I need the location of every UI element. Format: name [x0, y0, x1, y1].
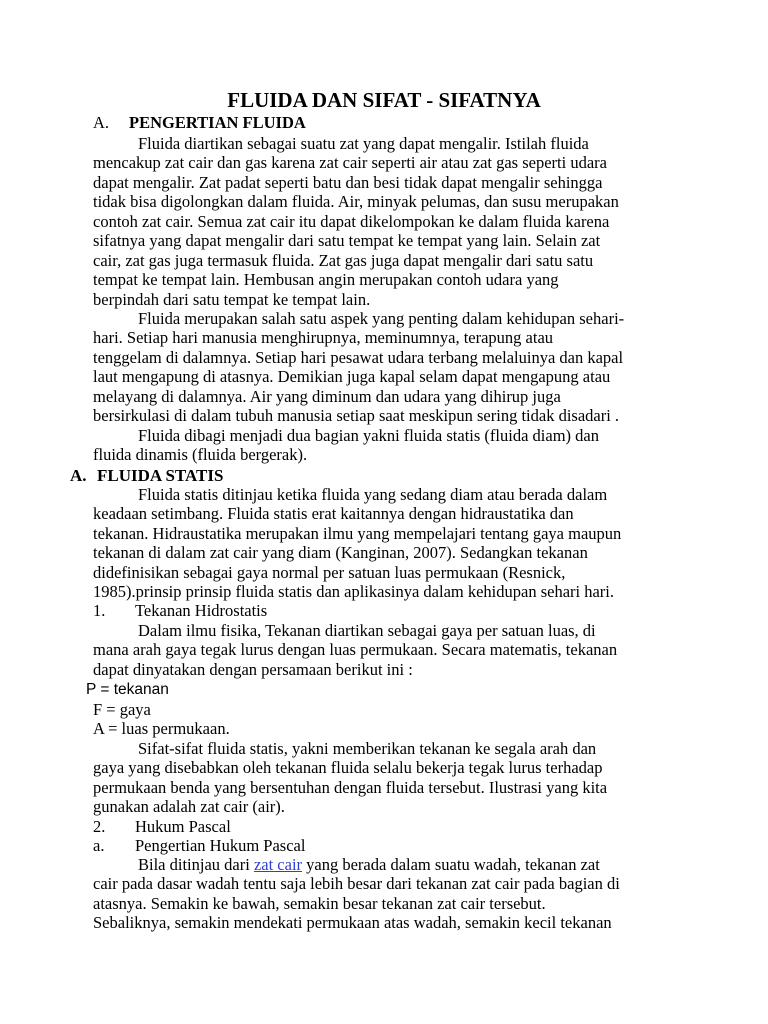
section-label: PENGERTIAN FLUIDA	[129, 113, 306, 132]
section-heading-fluida-statis	[70, 465, 223, 486]
text-line: atasnya. Semakin ke bawah, semakin besar tekanan zat cair tersebut.	[93, 893, 546, 913]
text-line: Fluida merupakan salah satu aspek yang penting dalam kehidupan sehari-	[138, 309, 625, 328]
item-number: 2.	[93, 817, 106, 836]
text-line: dapat dinyatakan dengan persamaan berikut ini :	[93, 659, 413, 679]
definition-pressure: P = tekanan	[86, 681, 169, 698]
definition-area: A = luas permukaan.	[93, 719, 230, 738]
text-line: cair pada dasar wadah tentu saja lebih besar dari tekanan zat cair pada bagian di	[93, 874, 620, 894]
text-line: tempat ke tempat lain. Hembusan angin merupakan contoh udara yang	[93, 270, 559, 290]
section-label: FLUIDA STATIS	[97, 466, 224, 485]
text-line: melayang di dalamnya. Air yang diminum dan udara yang dihirup juga	[93, 386, 561, 406]
text-line: mana arah gaya tegak lurus dengan luas permukaan. Secara matematis, tekanan	[93, 640, 618, 660]
text-line: gaya yang disebabkan oleh tekanan fluida selalu bekerja tegak lurus terhadap	[93, 758, 603, 778]
paragraph-sifat-fluida-statis	[93, 739, 607, 817]
section-number: A.	[93, 113, 110, 132]
item-number: a.	[93, 836, 105, 855]
text-line: tekanan. Hidraustatika merupakan ilmu yang mempelajari tentang gaya maupun	[93, 523, 622, 543]
text-line: 1985).prinsip prinsip fluida statis dan aplikasinya dalam kehidupan sehari hari.	[93, 582, 615, 602]
text-line: Dalam ilmu fisika, Tekanan diartikan sebagai gaya per satuan luas, di	[138, 621, 596, 640]
text-line: Fluida diartikan sebagai suatu zat yang dapat mengalir. Istilah fluida	[138, 134, 589, 153]
text-fragment: Bila ditinjau dari	[138, 855, 254, 874]
text-line: Fluida statis ditinjau ketika fluida yang sedang diam atau berada dalam	[138, 485, 608, 504]
text-line: cair, zat gas juga termasuk fluida. Zat gas juga dapat mengalir dari satu satu	[93, 250, 594, 270]
paragraph-fluida-statis	[93, 485, 621, 602]
text-line: contoh zat cair. Semua zat cair itu dapat dikelompokan ke dalam fluida karena	[93, 211, 610, 231]
text-line: mencakup zat cair dan gas karena zat cair seperti air atau zat gas seperti udara	[93, 153, 607, 173]
text-line: hari. Setiap hari manusia menghirupnya, meminumnya, terapung atau	[93, 328, 554, 348]
paragraph-classification	[93, 426, 599, 465]
text-line: tenggelam di dalamnya. Setiap hari pesawat udara terbang melaluinya dan kapal	[93, 347, 624, 367]
document-title: FLUIDA DAN SIFAT - SIFATNYA	[227, 88, 541, 112]
item-label: Pengertian Hukum Pascal	[135, 836, 306, 855]
list-item-pengertian-hukum-pascal	[93, 836, 305, 856]
item-number: 1.	[93, 601, 106, 620]
text-line: gunakan adalah zat cair (air).	[93, 797, 285, 817]
text-line: fluida dinamis (fluida bergerak).	[93, 445, 308, 465]
text-line: laut mengapung di atasnya. Demikian juga kapal selam dapat mengapung atau	[93, 367, 611, 387]
text-line: bersirkulasi di dalam tubuh manusia setiap saat meskipun sering tidak disadari .	[93, 406, 620, 426]
text-line: tekanan di dalam zat cair yang diam (Kanginan, 2007). Sedangkan tekanan	[93, 543, 588, 563]
item-label: Tekanan Hidrostatis	[135, 601, 268, 620]
section-number: A.	[70, 466, 87, 485]
text-line	[93, 855, 620, 874]
text-line: dapat mengalir. Zat padat seperti batu dan besi tidak dapat mengalir sehingga	[93, 172, 603, 192]
paragraph-tekanan	[93, 621, 617, 679]
text-line: berpindah dari satu tempat ke tempat lain.	[93, 289, 371, 309]
paragraph-daily-life	[93, 309, 624, 426]
list-item-hukum-pascal	[93, 817, 231, 837]
text-line: keadaan setimbang. Fluida statis erat kaitannya dengan hidraustatika dan	[93, 504, 574, 524]
item-label: Hukum Pascal	[135, 817, 231, 836]
text-line: Sebaliknya, semakin mendekati permukaan atas wadah, semakin kecil tekanan	[93, 913, 612, 933]
text-line: permukaan benda yang bersentuhan dengan fluida tersebut. Ilustrasi yang kita	[93, 777, 608, 797]
text-line: sifatnya yang dapat mengalir dari satu tempat ke tempat yang lain. Selain zat	[93, 231, 601, 251]
text-fragment: yang berada dalam suatu wadah, tekanan zat	[302, 855, 600, 874]
section-heading-pengertian-fluida	[93, 112, 306, 133]
text-line: Sifat-sifat fluida statis, yakni memberikan tekanan ke segala arah dan	[138, 739, 597, 758]
text-line: Fluida dibagi menjadi dua bagian yakni fluida statis (fluida diam) dan	[138, 426, 599, 445]
definition-force: F = gaya	[93, 700, 151, 719]
paragraph-definition	[93, 134, 619, 309]
text-line: tidak bisa digolongkan dalam fluida. Air, minyak pelumas, dan susu merupakan	[93, 192, 619, 212]
paragraph-hukum-pascal	[93, 855, 620, 933]
list-item-tekanan-hidrostatis	[93, 601, 267, 621]
zat-cair-link[interactable]: zat cair	[253, 855, 303, 874]
text-line: didefinisikan sebagai gaya normal per satuan luas permukaan (Resnick,	[93, 562, 566, 582]
